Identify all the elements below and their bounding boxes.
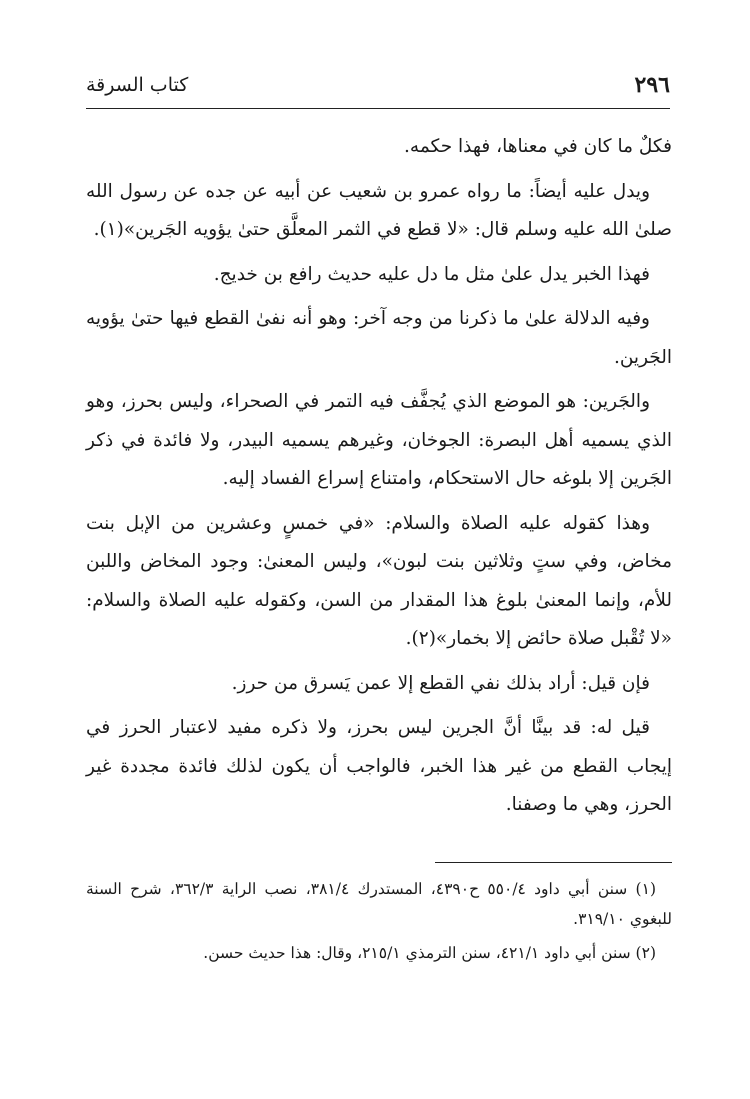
paragraph: وهذا كقوله عليه الصلاة والسلام: «في خمسٍ وعشرين من الإبل بنت مخاض، وفي ستٍ وثلاثين بنت لبون»، وليس المعنىٰ: وجود المخاض واللبن للأم، وإنما المعنىٰ بلوغ هذا المقدار من السن، وكقوله عليه الصلاة والسلام: «لا تُقْبل صلاة حائض إلا بخمار»(٢). bbox=[86, 512, 672, 649]
footnote: (١) سنن أبي داود ٥٥٠/٤ ح٤٣٩٠، المستدرك ٣٨١/٤، نصب الراية ٣٦٢/٣، شرح السنة للبغوي ٣١٩/١٠. bbox=[86, 880, 672, 928]
paragraph: وفيه الدلالة علىٰ ما ذكرنا من وجه آخر: وهو أنه نفىٰ القطع فيها حتىٰ يؤويه الجَرين. bbox=[86, 308, 672, 368]
footnote: (٢) سنن أبي داود ٤٢١/١، سنن الترمذي ٢١٥/١، وقال: هذا حديث حسن. bbox=[203, 944, 656, 962]
footnotes bbox=[86, 874, 672, 972]
paragraph: فكلٌ ما كان في معناها، فهذا حكمه. bbox=[404, 136, 672, 157]
paragraph: والجَرين: هو الموضع الذي يُجفَّف فيه التمر في الصحراء، وليس بحرز، وهو الذي يسميه أهل البصرة: الجوخان، وغيرهم يسميه البيدر، ولا فائدة في ذكر الجَرين إلا بلوغه حال الاستحكام، وامتناع إسراع الفساد إليه. bbox=[86, 391, 672, 489]
page-header bbox=[86, 68, 670, 109]
paragraph: قيل له: قد بينَّا أنَّ الجرين ليس بحرز، ولا ذكره مفيد لاعتبار الحرز في إيجاب القطع من غير هذا الخبر، فالواجب أن يكون لذلك فائدة مجددة غير الحرز، وهي ما وصفنا. bbox=[86, 717, 672, 815]
paragraph: فهذا الخبر يدل علىٰ مثل ما دل عليه حديث رافع بن خديج. bbox=[213, 263, 650, 285]
footnote-divider bbox=[435, 862, 672, 863]
main-text bbox=[86, 128, 672, 831]
paragraph: ويدل عليه أيضاً: ما رواه عمرو بن شعيب عن أبيه عن جده عن رسول الله صلىٰ الله عليه وسلم قال: «لا قطع في الثمر المعلَّق حتىٰ يؤويه الجَرين»(١). bbox=[86, 180, 672, 240]
page-number: ٢٩٦ bbox=[634, 72, 670, 98]
paragraph: فإن قيل: أراد بذلك نفي القطع إلا عمن يَسرق من حرز. bbox=[231, 672, 650, 694]
running-title: كتاب السرقة bbox=[86, 74, 189, 96]
